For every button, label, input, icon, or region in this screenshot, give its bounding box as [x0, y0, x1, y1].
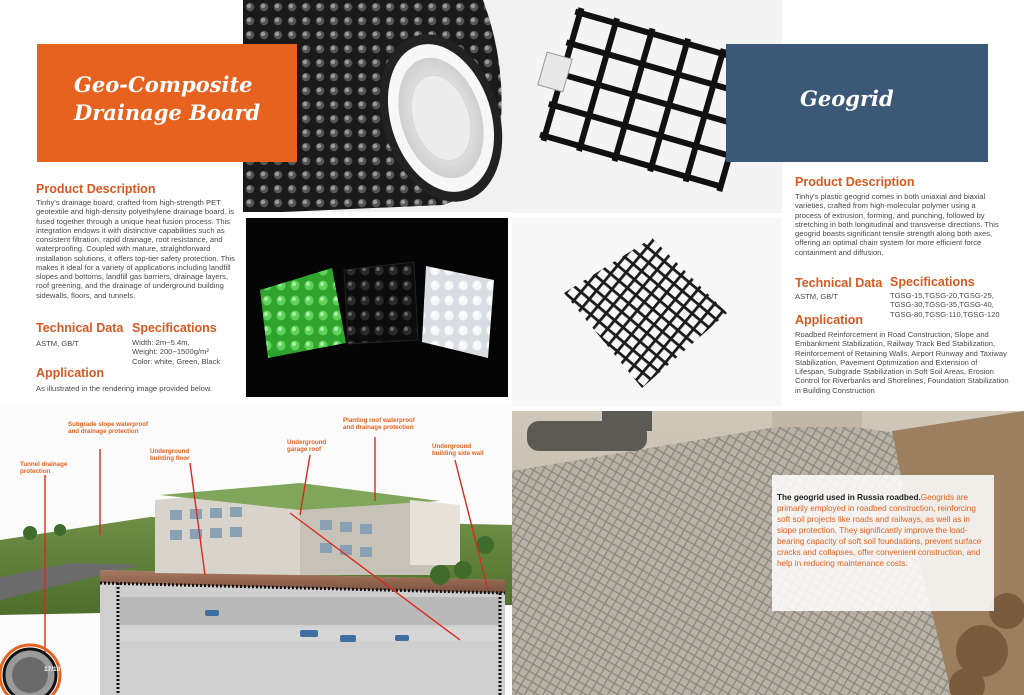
fiberglass-geogrid-photo [512, 218, 782, 406]
technical-data-value: ASTM, GB/T [36, 339, 80, 348]
application-text: As illustrated in the rendering image provided below. [36, 384, 213, 393]
specifications-list [132, 338, 252, 366]
label-garage-roof [287, 439, 326, 454]
specifications-heading: Specifications [132, 321, 217, 335]
label-line: building floor [150, 455, 190, 463]
application-heading: Application [36, 366, 105, 380]
technical-data-heading: Technical Data [36, 321, 124, 335]
label-line: Tunnel drainage [20, 461, 68, 468]
label-line: and drainage protection [343, 424, 414, 432]
label-line: garage roof [287, 446, 322, 454]
product-description-text: Tinhy's drainage board, crafted from high-strength PET geotextile and high-density polyethylene drainage board, is fused together through a unique heat fusion process. This integration endows it with distinctive capabilities such as consistent filtration, rapid drainage, root resistance, and waterproofing. Coupled with mature, straightforward installation solutions, it offers top-tier safety protection. This makes it ideal for a variety of applications including landfill slopes and bottoms, landfill gas barriers, drainage layers, roof greening, and the drainage of underground building sidewalls, floors, and tunnels. [36, 198, 235, 300]
geogrid-application-text: Roadbed Reinforcement in Road Construction, Slope and Embankment Stabilization, Railway Track Bed Stabilization, Reinforcement of Retaining Walls, Airport Runway and Taxiway Stabilization, Pavement Optimization and Extension of Lifespan, Subgrade Stabilization in Soft Soil Areas, Erosion Control for Riverbanks and Shorelines, Foundation Stabilization in Building Construction [795, 330, 1009, 395]
geogrid-technical-data-value: ASTM, GB/T [795, 292, 839, 301]
label-line: Subgrade slope waterproof [68, 421, 149, 428]
geogrid-application-heading: Application [795, 313, 864, 327]
roadbed-caption-box [772, 475, 994, 611]
label-tunnel [20, 461, 67, 476]
label-line: Underground [287, 439, 327, 446]
page-number: 17/18 [44, 666, 61, 673]
spec-line: TGSG-15,TGSG-20,TGSG-25, [890, 291, 994, 300]
geogrid-technical-data-heading: Technical Data [795, 276, 883, 290]
label-underground-floor [150, 448, 190, 463]
caption-bold: The geogrid used in Russia roadbed. [777, 493, 921, 502]
label-line: and drainage protection [68, 428, 139, 436]
label-line: Underground [150, 448, 190, 455]
spec-line: Weight: 200~1500g/m² [132, 347, 209, 357]
geogrid-description-text: Tinhy's plastic geogrid comes in both uniaxial and biaxial varieties, crafted from high-molecular polymer using a process of extrusion, forming, and punching, followed by stretching in both longitudinal and transverse directions. This geogrid boasts significant tensile strength along both axes, offering an optimal chain system for more efficient force containment and diffusion. [795, 192, 999, 257]
drainage-sheets-photo [246, 218, 508, 397]
label-subgrade [68, 421, 148, 436]
title-line-1: Geo-Composite [74, 72, 253, 97]
geogrid-title: Geogrid [800, 86, 894, 111]
label-planting-roof [343, 417, 415, 432]
label-side-wall [432, 443, 484, 458]
roadbed-caption [777, 492, 990, 569]
title-banner [37, 44, 297, 162]
label-line: building side wall [432, 450, 484, 458]
spec-line: Color: white, Green, Black [132, 356, 221, 366]
label-line: Underground [432, 443, 472, 450]
building-cutaway-diagram [0, 405, 512, 695]
spec-line: Width: 2m~5.4m, [132, 338, 190, 347]
spec-line: TGSG-80,TGSG-110,TGSG-120 [890, 309, 1000, 319]
product-description-heading: Product Description [36, 182, 156, 196]
right-page [512, 0, 1024, 695]
geogrid-specifications-list [890, 291, 1024, 319]
geogrid-specifications-heading: Specifications [890, 275, 975, 289]
spec-line: TGSG-30,TGSG-35,TGSG-40, [890, 300, 994, 310]
geogrid-description-heading: Product Description [795, 175, 915, 189]
label-line: protection [20, 468, 51, 476]
geogrid-title-banner [726, 44, 988, 162]
label-line: Planting roof waterproof [343, 417, 415, 424]
caption-text: Geogrids are primarily employed in roadbed construction, reinforcing soft soil projects like roads and railways, as well as in slope protection. They significantly improve the load-bearing capacity of soft soil foundations, prevent surface cracks and collapses, offer convenient construction, and help in reducing maintenance costs. [777, 493, 982, 569]
title-line-2: Drainage Board [74, 100, 261, 125]
